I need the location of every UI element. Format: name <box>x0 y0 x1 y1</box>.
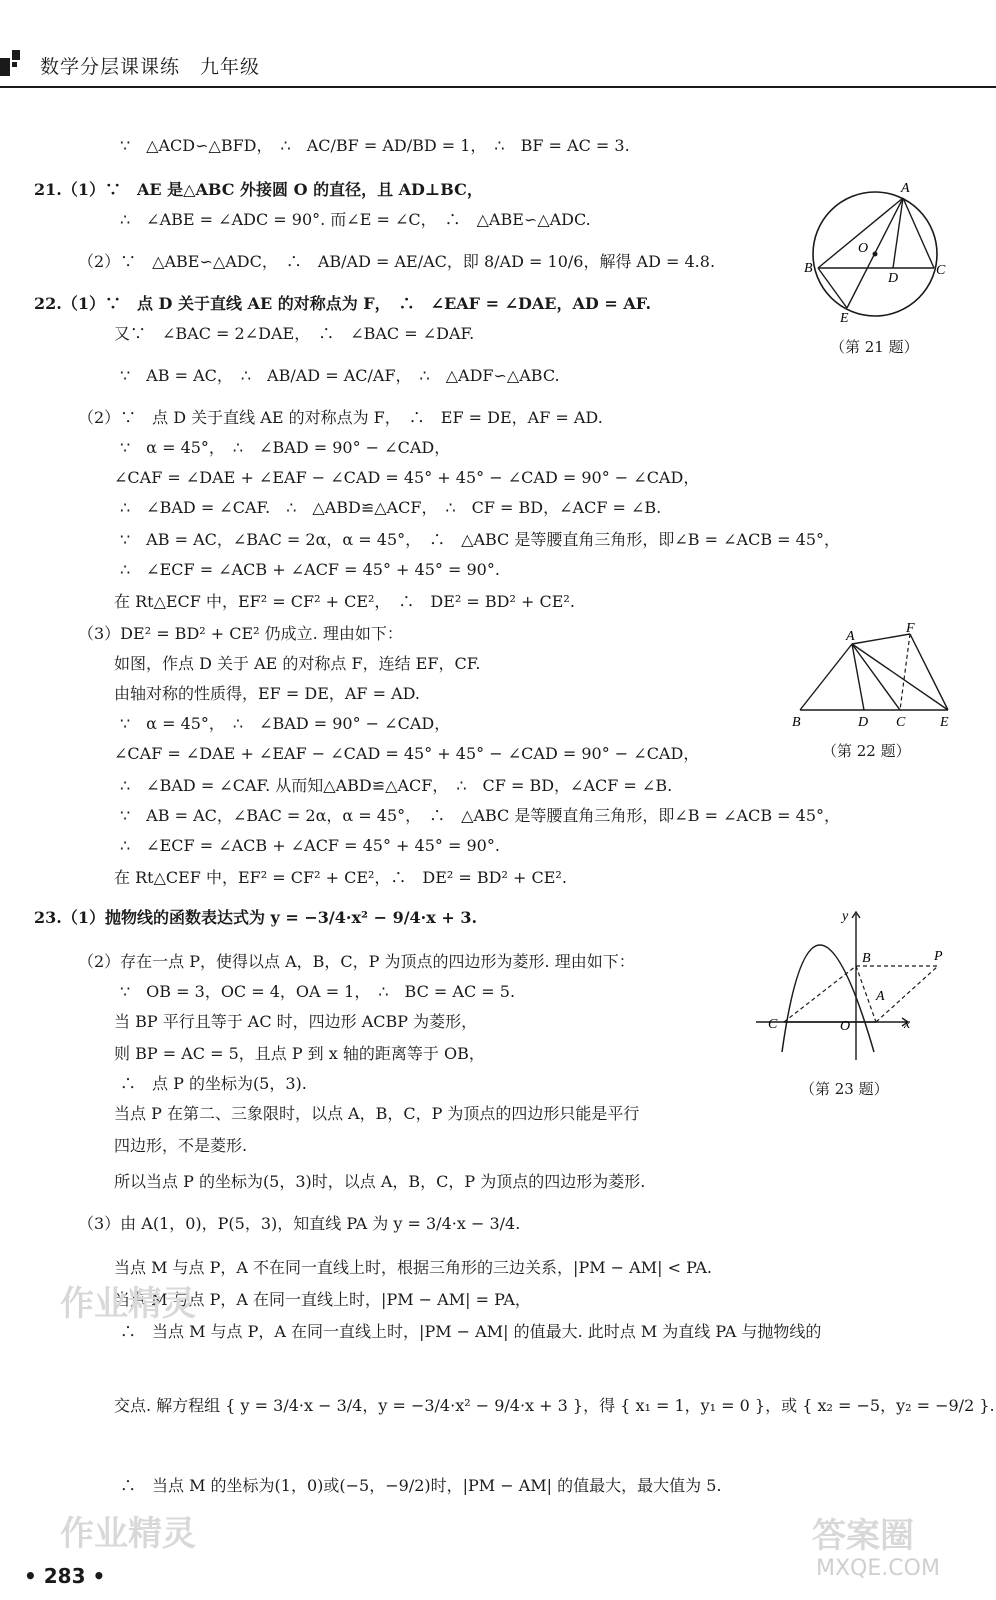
q21-line-3: （2）∵ △ABE∽△ADC， ∴ AB/AD = AE/AC，即 8/AD = 10/6，解得 AD = 4.8. <box>78 252 716 271</box>
q23-line-10: （3）由 A(1，0)，P(5，3)，知直线 PA 为 y = 3/4·x − 3/4. <box>78 1214 521 1233</box>
q22-line-8: ∵ AB = AC，∠BAC = 2α，α = 45°， ∴ △ABC 是等腰直角三角形，即∠B = ∠ACB = 45°， <box>120 530 841 549</box>
q23-line-13: ∴ 当点 M 与点 P，A 在同一直线上时，|PM − AM| 的值最大. 此时点 M 为直线 PA 与抛物线的 <box>120 1322 822 1341</box>
fig22-lines <box>800 634 948 710</box>
q22-line-4: （2）∵ 点 D 关于直线 AE 的对称点为 F， ∴ EF = DE，AF = AD. <box>78 408 603 427</box>
q22-line-9: ∴ ∠ECF = ∠ACB + ∠ACF = 45° + 45° = 90°. <box>120 560 500 579</box>
fig23-label-x: x <box>904 1017 911 1032</box>
header-divider <box>0 86 996 88</box>
fig23-label-y: y <box>842 909 849 924</box>
fig22-label-e: E <box>940 715 949 730</box>
fig22-label-b: B <box>792 715 801 730</box>
fig21-label-d: D <box>888 271 899 286</box>
fig21-label-b: B <box>804 261 813 276</box>
q23-line-6: ∴ 点 P 的坐标为(5，3). <box>120 1074 307 1093</box>
q22-line-1: 22.（1）∵ 点 D 关于直线 AE 的对称点为 F， ∴ ∠EAF = ∠DAE，AD = AF. <box>34 294 652 313</box>
header-title: 数学分层课课练 九年级 <box>40 56 261 78</box>
fig23-axes <box>756 912 908 1060</box>
q23-line-8: 四边形，不是菱形. <box>114 1136 248 1155</box>
q20-line-1: ∵ △ACD∽△BFD， ∴ AC/BF = AD/BD = 1， ∴ BF = AC = 3. <box>120 136 630 155</box>
q23-line-2: （2）存在一点 P，使得以点 A，B，C，P 为顶点的四边形为菱形. 理由如下： <box>78 952 635 971</box>
q22-line-6: ∠CAF = ∠DAE + ∠EAF − ∠CAD = 45° + 45° − ∠CAD = 90° − ∠CAD， <box>114 468 700 487</box>
q23-line-15: ∴ 当点 M 的坐标为(1，0)或(−5，−9/2)时，|PM − AM| 的值最大，最大值为 5. <box>120 1476 722 1495</box>
q23-line-9: 所以当点 P 的坐标为(5，3)时，以点 A，B，C，P 为顶点的四边形为菱形. <box>114 1172 646 1191</box>
q22-line-19: 在 Rt△CEF 中，EF² = CF² + CE²，∴ DE² = BD² + CE². <box>114 868 567 887</box>
q22-line-3: ∵ AB = AC， ∴ AB/AD = AC/AF， ∴ △ADF∽△ABC. <box>120 366 560 385</box>
q22-line-18: ∴ ∠ECF = ∠ACB + ∠ACF = 45° + 45° = 90°. <box>120 836 500 855</box>
figure-21 <box>800 176 950 326</box>
fig22-label-c: C <box>896 715 906 730</box>
watermark-study-bottom: 作业精灵 <box>60 1514 196 1554</box>
q22-line-12: 如图，作点 D 关于 AE 的对称点 F，连结 EF，CF. <box>114 654 481 673</box>
fig22-dashed-lines <box>900 634 910 710</box>
fig22-caption: （第 22 题） <box>822 742 911 760</box>
q23-line-3: ∵ OB = 3，OC = 4，OA = 1， ∴ BC = AC = 5. <box>120 982 516 1001</box>
q23-line-1: 23.（1）抛物线的函数表达式为 y = −3/4·x² − 9/4·x + 3. <box>34 908 478 927</box>
watermark-site: 答案圈 <box>812 1516 914 1556</box>
fig22-label-a: A <box>846 629 855 644</box>
q22-line-10: 在 Rt△ECF 中，EF² = CF² + CE²， ∴ DE² = BD² + CE². <box>114 592 575 611</box>
q22-line-5: ∵ α = 45°， ∴ ∠BAD = 90° − ∠CAD， <box>120 438 451 457</box>
fig22-label-d: D <box>858 715 869 730</box>
figure-22 <box>790 620 960 730</box>
fig23-label-b: B <box>862 951 871 966</box>
q23-line-5: 则 BP = AC = 5，且点 P 到 x 轴的距离等于 OB， <box>114 1044 485 1063</box>
q22-line-16: ∴ ∠BAD = ∠CAF. 从而知△ABD≌△ACF， ∴ CF = BD，∠ACF = ∠B. <box>120 776 673 795</box>
q22-line-17: ∵ AB = AC，∠BAC = 2α，α = 45°， ∴ △ABC 是等腰直角三角形，即∠B = ∠ACB = 45°， <box>120 806 841 825</box>
q23-line-14: 交点. 解方程组 { y = 3/4·x − 3/4，y = −3/4·x² − 9/4·x + 3 }，得 { x₁ = 1，y₁ = 0 }，或 { x₂ = −5，y₂ = −9/2 }. <box>114 1396 995 1415</box>
q22-line-13: 由轴对称的性质得，EF = DE，AF = AD. <box>114 684 421 703</box>
fig21-label-e: E <box>840 311 849 326</box>
fig23-parabola <box>782 945 874 1052</box>
fig22-label-f: F <box>906 621 915 636</box>
fig23-label-o: O <box>840 1019 851 1034</box>
fig21-caption: （第 21 题） <box>830 338 919 356</box>
watermark-study-top: 作业精灵 <box>60 1284 196 1324</box>
fig21-center-dot <box>873 252 878 257</box>
q23-line-11: 当点 M 与点 P，A 不在同一直线上时，根据三角形的三边关系，|PM − AM| < PA. <box>114 1258 713 1277</box>
fig21-label-a: A <box>901 181 910 196</box>
q22-line-2: 又∵ ∠BAC = 2∠DAE， ∴ ∠BAC = ∠DAF. <box>114 324 475 343</box>
q23-line-4: 当 BP 平行且等于 AC 时，四边形 ACBP 为菱形， <box>114 1012 478 1031</box>
q23-line-7: 当点 P 在第二、三象限时，以点 A，B，C，P 为顶点的四边形只能是平行 <box>114 1104 640 1123</box>
fig23-label-p: P <box>934 949 943 964</box>
q21-line-1: 21.（1）∵ AE 是△ABC 外接圆 O 的直径，且 AD⊥BC， <box>34 180 483 199</box>
q22-line-7: ∴ ∠BAD = ∠CAF. ∴ △ABD≌△ACF， ∴ CF = BD，∠ACF = ∠B. <box>120 498 662 517</box>
fig23-caption: （第 23 题） <box>800 1080 889 1098</box>
fig23-label-a: A <box>876 989 885 1004</box>
q22-line-15: ∠CAF = ∠DAE + ∠EAF − ∠CAD = 45° + 45° − ∠CAD = 90° − ∠CAD， <box>114 744 700 763</box>
page-number: • 283 • <box>24 1564 106 1588</box>
q21-line-2: ∴ ∠ABE = ∠ADC = 90°. 而∠E = ∠C， ∴ △ABE∽△ADC. <box>120 210 591 229</box>
q22-line-14: ∵ α = 45°， ∴ ∠BAD = 90° − ∠CAD， <box>120 714 451 733</box>
watermark-url: MXQE.COM <box>816 1556 940 1581</box>
fig23-label-c: C <box>768 1017 778 1032</box>
fig21-label-o: O <box>858 241 869 256</box>
q23-line-12: 当点 M 与点 P，A 在同一直线上时，|PM − AM| = PA， <box>114 1290 531 1309</box>
fig23-dashed-lines <box>784 966 938 1022</box>
q22-line-11: （3）DE² = BD² + CE² 仍成立. 理由如下： <box>78 624 403 643</box>
fig21-label-c: C <box>936 263 946 278</box>
header-logo-icon <box>0 46 26 76</box>
figure-23 <box>756 900 956 1070</box>
